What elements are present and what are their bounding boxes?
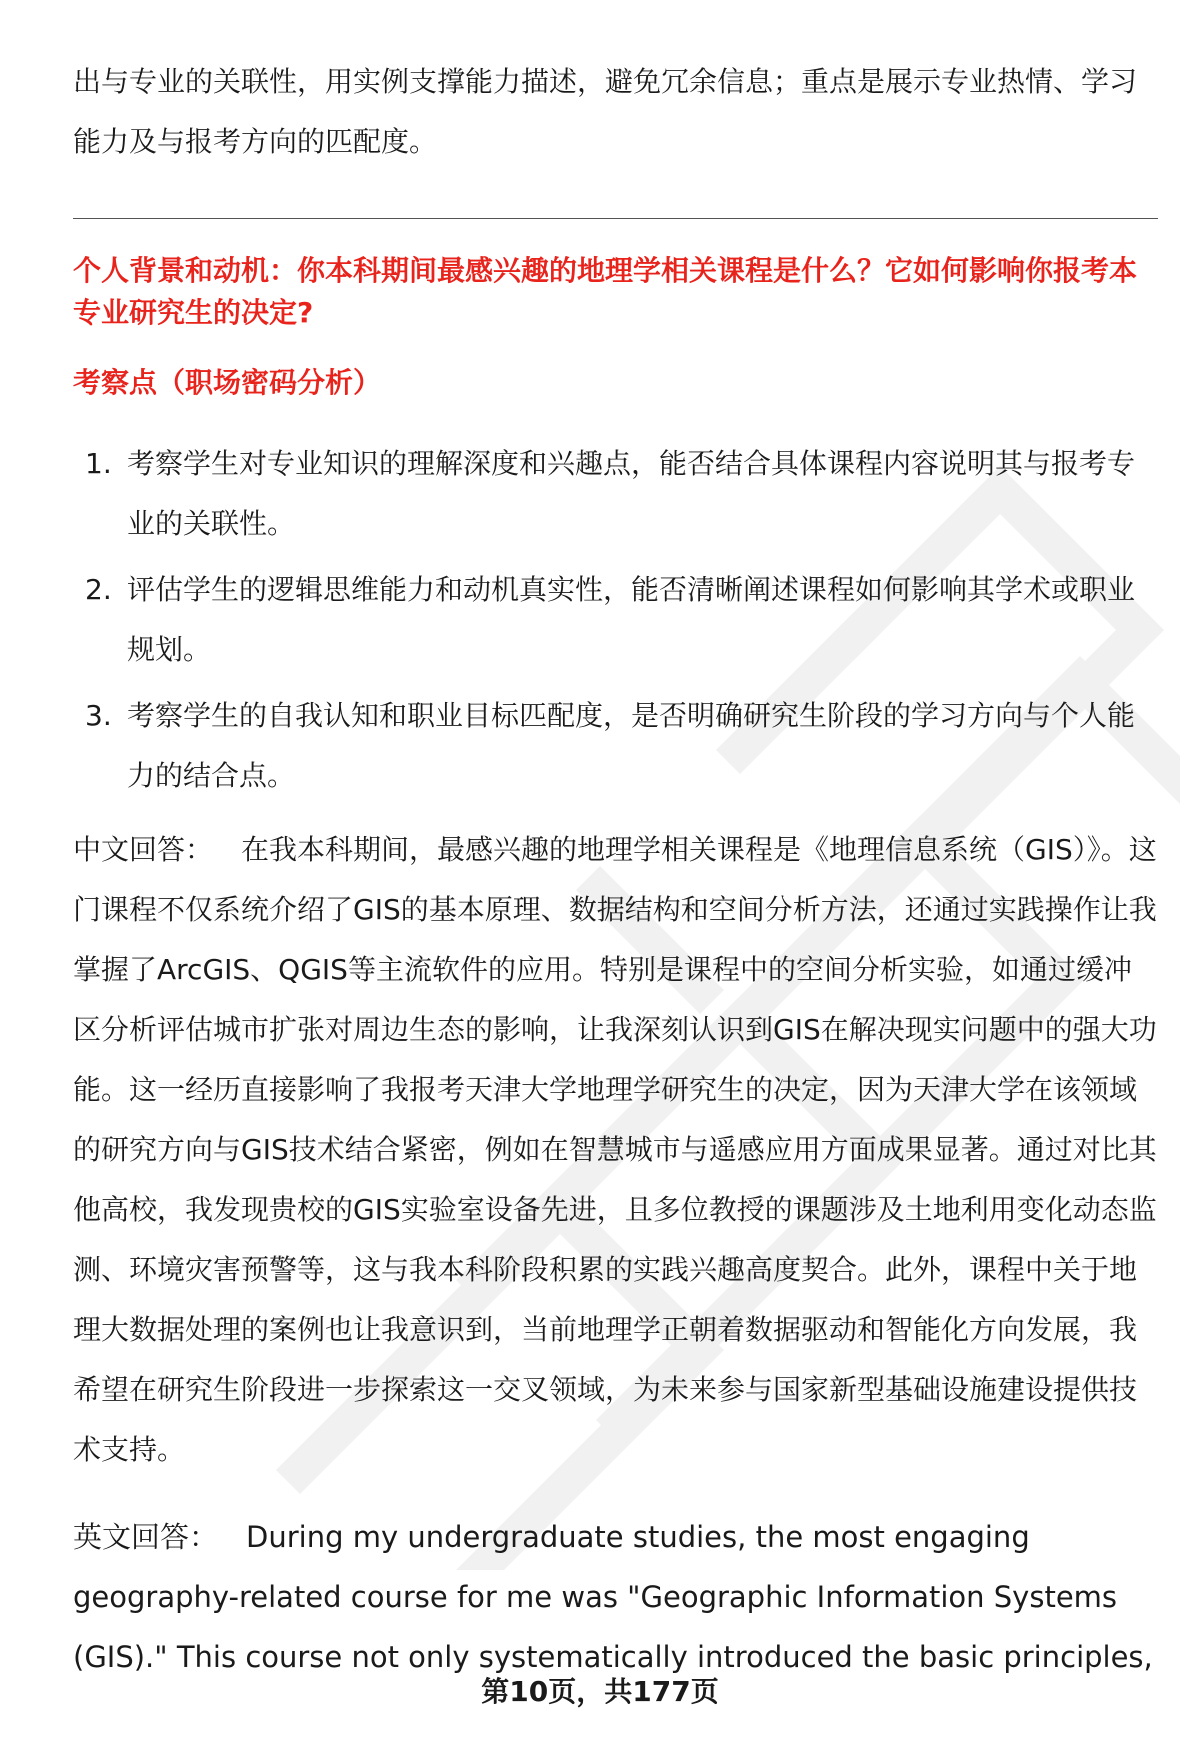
section-divider [73,218,1158,219]
list-item [73,434,1158,554]
list-item-text: 评估学生的逻辑思维能力和动机真实性，能否清晰阐述课程如何影响其学术或职业规划。 [127,573,1136,666]
assessment-points-list [73,434,1158,812]
intro-paragraph: 出与专业的关联性，用实例支撑能力描述，避免冗余信息；重点是展示专业热情、学习能力及与报考方向的匹配度。 [73,65,1138,158]
list-item [73,686,1158,806]
chinese-answer [73,820,1158,1480]
list-number: 3. [85,699,112,732]
list-number: 1. [85,447,112,480]
question-heading: 个人背景和动机：你本科期间最感兴趣的地理学相关课程是什么？它如何影响你报考本专业研究生的决定? [73,254,1138,329]
assessment-subheading: 考察点（职场密码分析） [73,366,382,399]
list-item-text: 考察学生对专业知识的理解深度和兴趣点，能否结合具体课程内容说明其与报考专业的关联性。 [127,447,1136,540]
english-answer [73,1507,1158,1687]
list-item [73,560,1158,680]
list-item-text: 考察学生的自我认知和职业目标匹配度，是否明确研究生阶段的学习方向与个人能力的结合点。 [127,699,1136,792]
chinese-answer-label: 中文回答： [73,833,214,866]
list-number: 2. [85,573,112,606]
page-body [73,0,1158,1755]
chinese-answer-text: 在我本科期间，最感兴趣的地理学相关课程是《地理信息系统（GIS）》。这门课程不仅系统介绍了GIS的基本原理、数据结构和空间分析方法，还通过实践操作让我掌握了ArcGIS、QGIS等主流软件的应用。特别是课程中的空间分析实验，如通过缓冲区分析评估城市扩张对周边生态的影响，让我深刻认识到GIS在解决现实问题中的强大功能。这一经历直接影响了我报考天津大学地理学研究生的决定，因为天津大学在该领域的研究方向与GIS技术结合紧密，例如在智慧城市与遥感应用方面成果显著。通过对比其他高校，我发现贵校的GIS实验室设备先进，且多位教授的课题涉及土地利用变化动态监测、环境灾害预警等，这与我本科阶段积累的实践兴趣高度契合。此外，课程中关于地理大数据处理的案例也让我意识到，当前地理学正朝着数据驱动和智能化方向发展，我希望在研究生阶段进一步探索这一交叉领域，为未来参与国家新型基础设施建设提供技术支持。 [73,833,1157,1466]
english-answer-label: 英文回答： [73,1520,219,1554]
english-answer-text: During my undergraduate studies, the most engaging geography-related course for me was "Geographic Information Systems (GIS)." This course not only systematically introduced the basic principles, [73,1520,1153,1674]
page-number-footer: 第10页，共177页 [481,1675,719,1708]
